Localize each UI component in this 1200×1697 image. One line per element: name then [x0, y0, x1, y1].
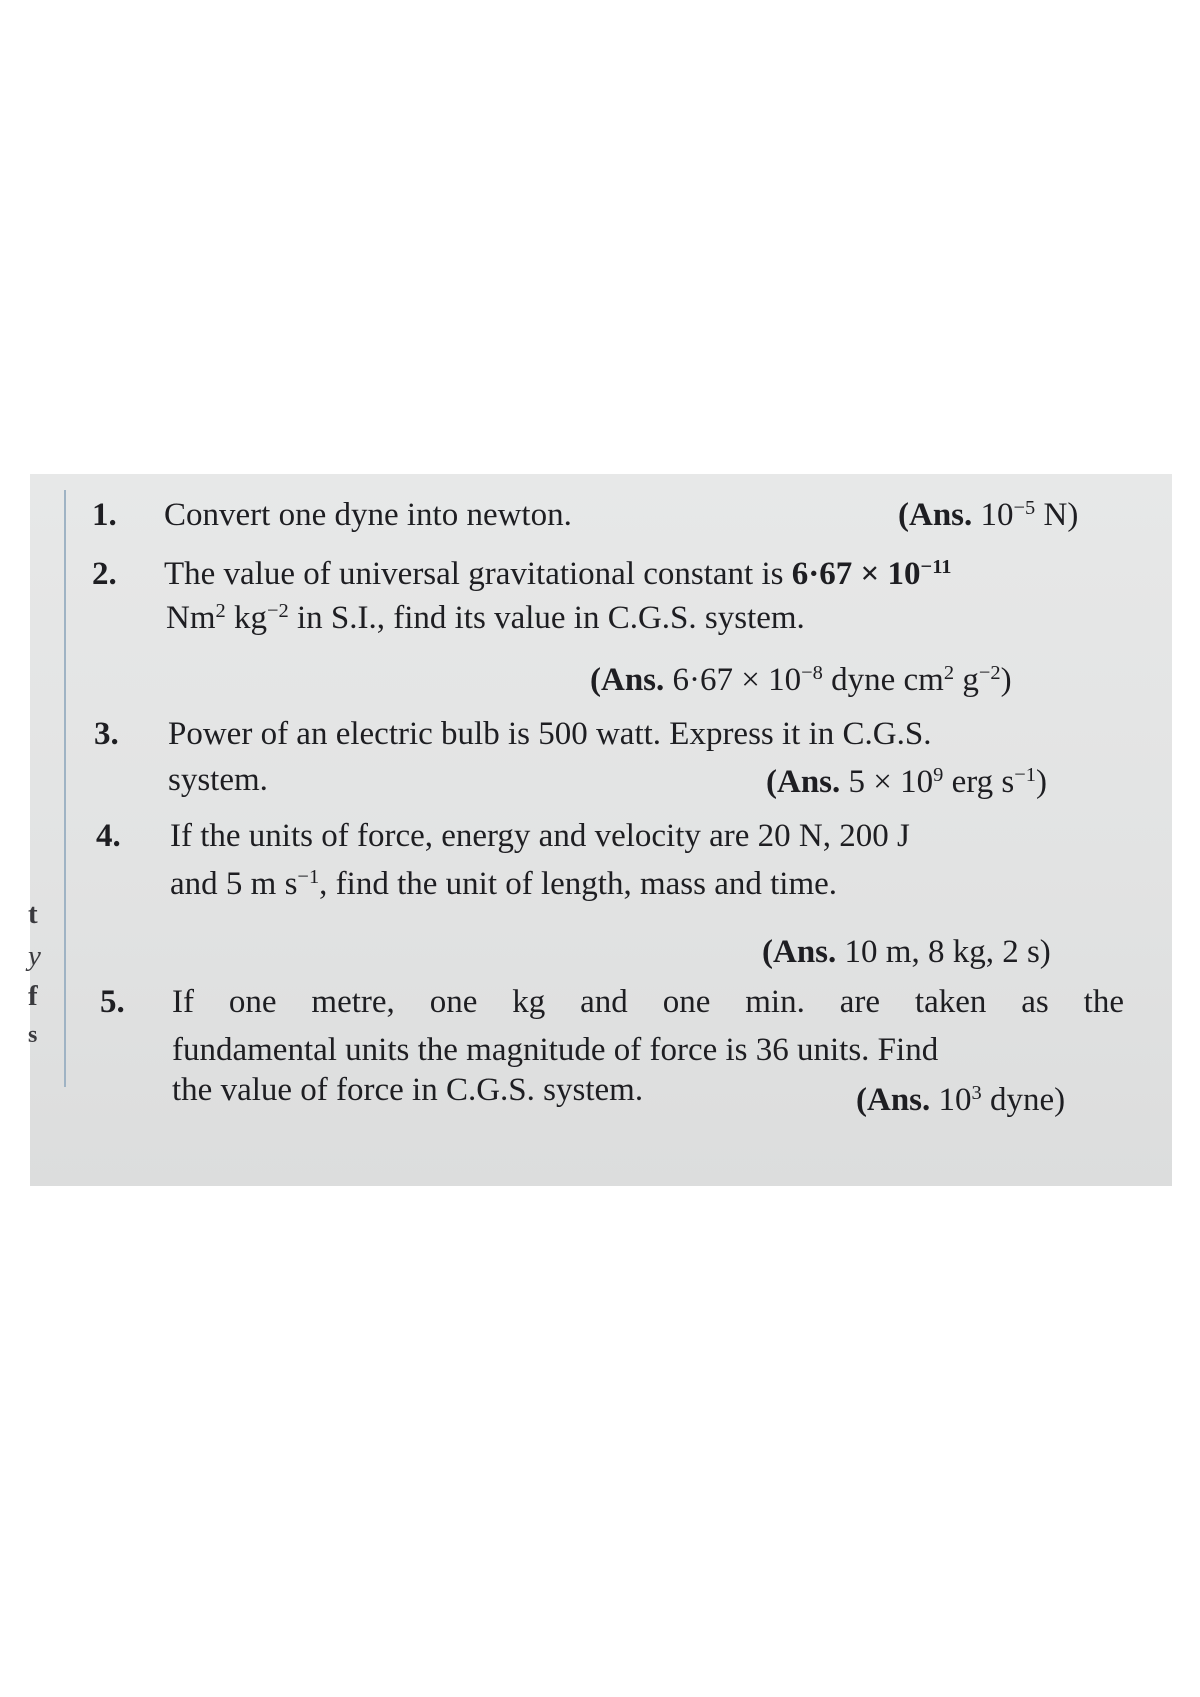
answer: (Ans. 10 m, 8 kg, 2 s) — [762, 934, 1051, 970]
question-number: 2. — [92, 556, 117, 592]
margin-letter: t — [28, 898, 38, 930]
margin-rule — [64, 490, 66, 1087]
question-text: The value of universal gravitational constant is $6\cdot 67 \times 10^{-11}$ — [164, 555, 952, 592]
answer: (Ans. $6\cdot 67 \times 10^{-8}$ dyne $cm^2$ $g^{-2}$) — [590, 661, 1012, 698]
answer: (Ans. $5 \times 10^9$ erg $s^{-1}$) — [766, 763, 1048, 800]
question-text: Convert one dyne into newton. — [164, 497, 572, 533]
question-number: 3. — [94, 716, 119, 752]
answer: (Ans. $10^{-5}$ N) — [898, 496, 1079, 533]
question-text: If one metre, one kg and one min. are taken as the — [172, 984, 1124, 1020]
question-text: system. — [168, 762, 268, 798]
question-text: Power of an electric bulb is 500 watt. Express it in C.G.S. — [168, 716, 932, 752]
question-number: 5. — [100, 984, 125, 1020]
question-text: the value of force in C.G.S. system. — [172, 1072, 644, 1108]
question-text: and 5 m $s^{-1}$, find the unit of length, mass and time. — [170, 865, 838, 902]
question-text: fundamental units the magnitude of force is 36 units. Find — [172, 1032, 939, 1068]
margin-letter: f — [28, 980, 38, 1012]
margin-letter: s — [28, 1022, 38, 1048]
question-text: Nm$^2$ $kg^{-2}$ in S.I., find its value in C.G.S. system. — [166, 599, 805, 636]
answer: (Ans. $10^3$ dyne) — [856, 1081, 1066, 1118]
question-number: 1. — [92, 497, 117, 533]
question-text: If the units of force, energy and velocity are 20 N, 200 J — [170, 818, 910, 854]
question-number: 4. — [96, 818, 121, 854]
margin-letter: y — [28, 940, 41, 972]
